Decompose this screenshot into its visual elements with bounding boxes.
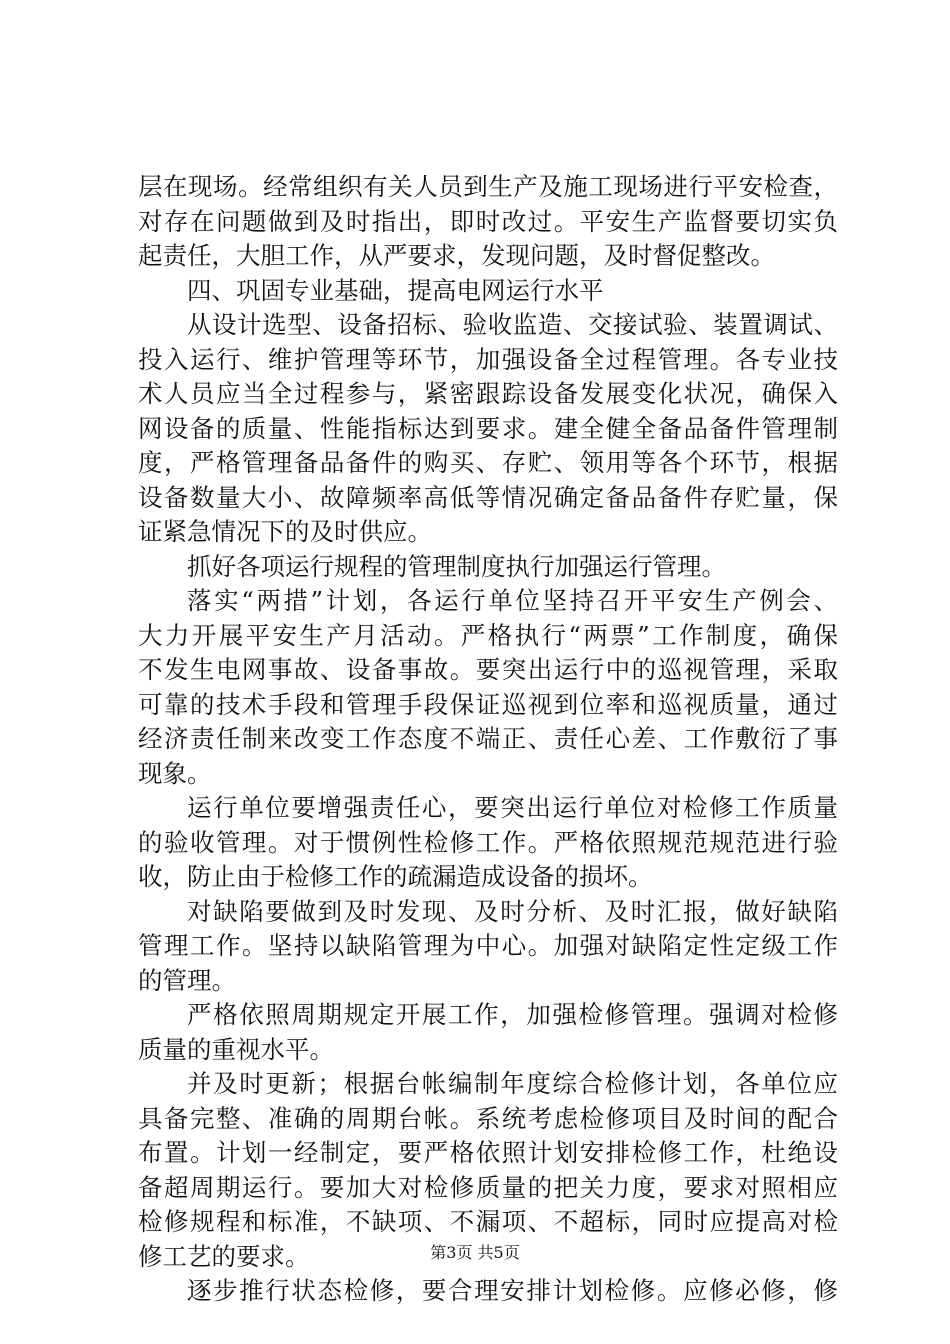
paragraph — [138, 1274, 838, 1309]
page-footer — [0, 1243, 950, 1263]
text-line: 并及时更新；根据台帐编制年度综合检修计划，各单位应 — [187, 1069, 838, 1098]
paragraph — [138, 584, 838, 791]
paragraph — [138, 998, 838, 1067]
text-line: 可靠的技术手段和管理手段保证巡视到位率和巡视质量，通过 — [138, 689, 838, 719]
text-line: 网设备的质量、性能指标达到要求。建全健全备品备件管理制 — [138, 413, 838, 443]
text-line: 运行单位要增强责任心，要突出运行单位对检修工作质量 — [187, 793, 838, 822]
text-line: 投入运行、维护管理等环节，加强设备全过程管理。各专业技 — [138, 344, 838, 374]
text-line: 现象。 — [138, 758, 212, 788]
paragraph — [138, 170, 838, 274]
paragraph — [138, 791, 838, 895]
text-line: 四、巩固专业基础，提高电网运行水平 — [187, 275, 604, 305]
text-line: 抓好各项运行规程的管理制度执行加强运行管理。 — [187, 551, 726, 581]
text-line: 层在现场。经常组织有关人员到生产及施工现场进行平安检查， — [138, 172, 838, 201]
text-line: 落实“两措”计划，各运行单位坚持召开平安生产例会、 — [187, 586, 838, 615]
text-line: 大力开展平安生产月活动。严格执行“两票”工作制度，确保 — [138, 620, 838, 650]
text-line: 起责任，大胆工作，从严要求，发现问题，及时督促整改。 — [138, 241, 775, 270]
text-line: 的管理。 — [138, 965, 236, 995]
text-line: 设备数量大小、故障频率高低等情况确定备品备件存贮量，保 — [138, 482, 838, 512]
page-number-label: 第3页 共5页 — [430, 1243, 520, 1262]
text-line: 从设计选型、设备招标、验收监造、交接试验、装置调试、 — [187, 310, 838, 339]
text-line: 对存在问题做到及时指出，即时改过。平安生产监督要切实负 — [138, 206, 838, 236]
text-line: 经济责任制来改变工作态度不端正、责任心差、工作敷衍了事 — [138, 724, 838, 753]
text-line: 具备完整、准确的周期台帐。系统考虑检修项目及时间的配合 — [138, 1103, 838, 1133]
paragraph — [138, 550, 838, 585]
text-line: 布置。计划一经制定，要严格依照计划安排检修工作，杜绝设 — [138, 1138, 838, 1167]
document-body — [138, 170, 838, 1309]
text-line: 度，严格管理备品备件的购买、存贮、领用等各个环节，根据 — [138, 448, 838, 477]
text-line: 的验收管理。对于惯例性检修工作。严格依照规范规范进行验 — [138, 827, 838, 857]
text-line: 证紧急情况下的及时供应。 — [138, 517, 432, 546]
text-line: 收，防止由于检修工作的疏漏造成设备的损坏。 — [138, 862, 653, 891]
text-line: 备超周期运行。要加大对检修质量的把关力度，要求对照相应 — [138, 1172, 838, 1202]
text-line: 质量的重视水平。 — [138, 1034, 334, 1064]
text-line: 修工艺的要求。 — [138, 1241, 310, 1271]
text-line: 对缺陷要做到及时发现、及时分析、及时汇报，做好缺陷 — [187, 896, 838, 926]
paragraph — [138, 895, 838, 999]
text-line: 术人员应当全过程参与，紧密跟踪设备发展变化状况，确保入 — [138, 379, 838, 408]
text-line: 不发生电网事故、设备事故。要突出运行中的巡视管理，采取 — [138, 655, 838, 684]
text-line: 逐步推行状态检修，要合理安排计划检修。应修必修，修 — [187, 1276, 838, 1305]
paragraph — [138, 308, 838, 550]
paragraph — [138, 274, 838, 309]
text-line: 检修规程和标准，不缺项、不漏项、不超标，同时应提高对检 — [138, 1207, 838, 1236]
text-line: 管理工作。坚持以缺陷管理为中心。加强对缺陷定性定级工作 — [138, 931, 838, 960]
text-line: 严格依照周期规定开展工作，加强检修管理。强调对检修 — [187, 1000, 838, 1029]
